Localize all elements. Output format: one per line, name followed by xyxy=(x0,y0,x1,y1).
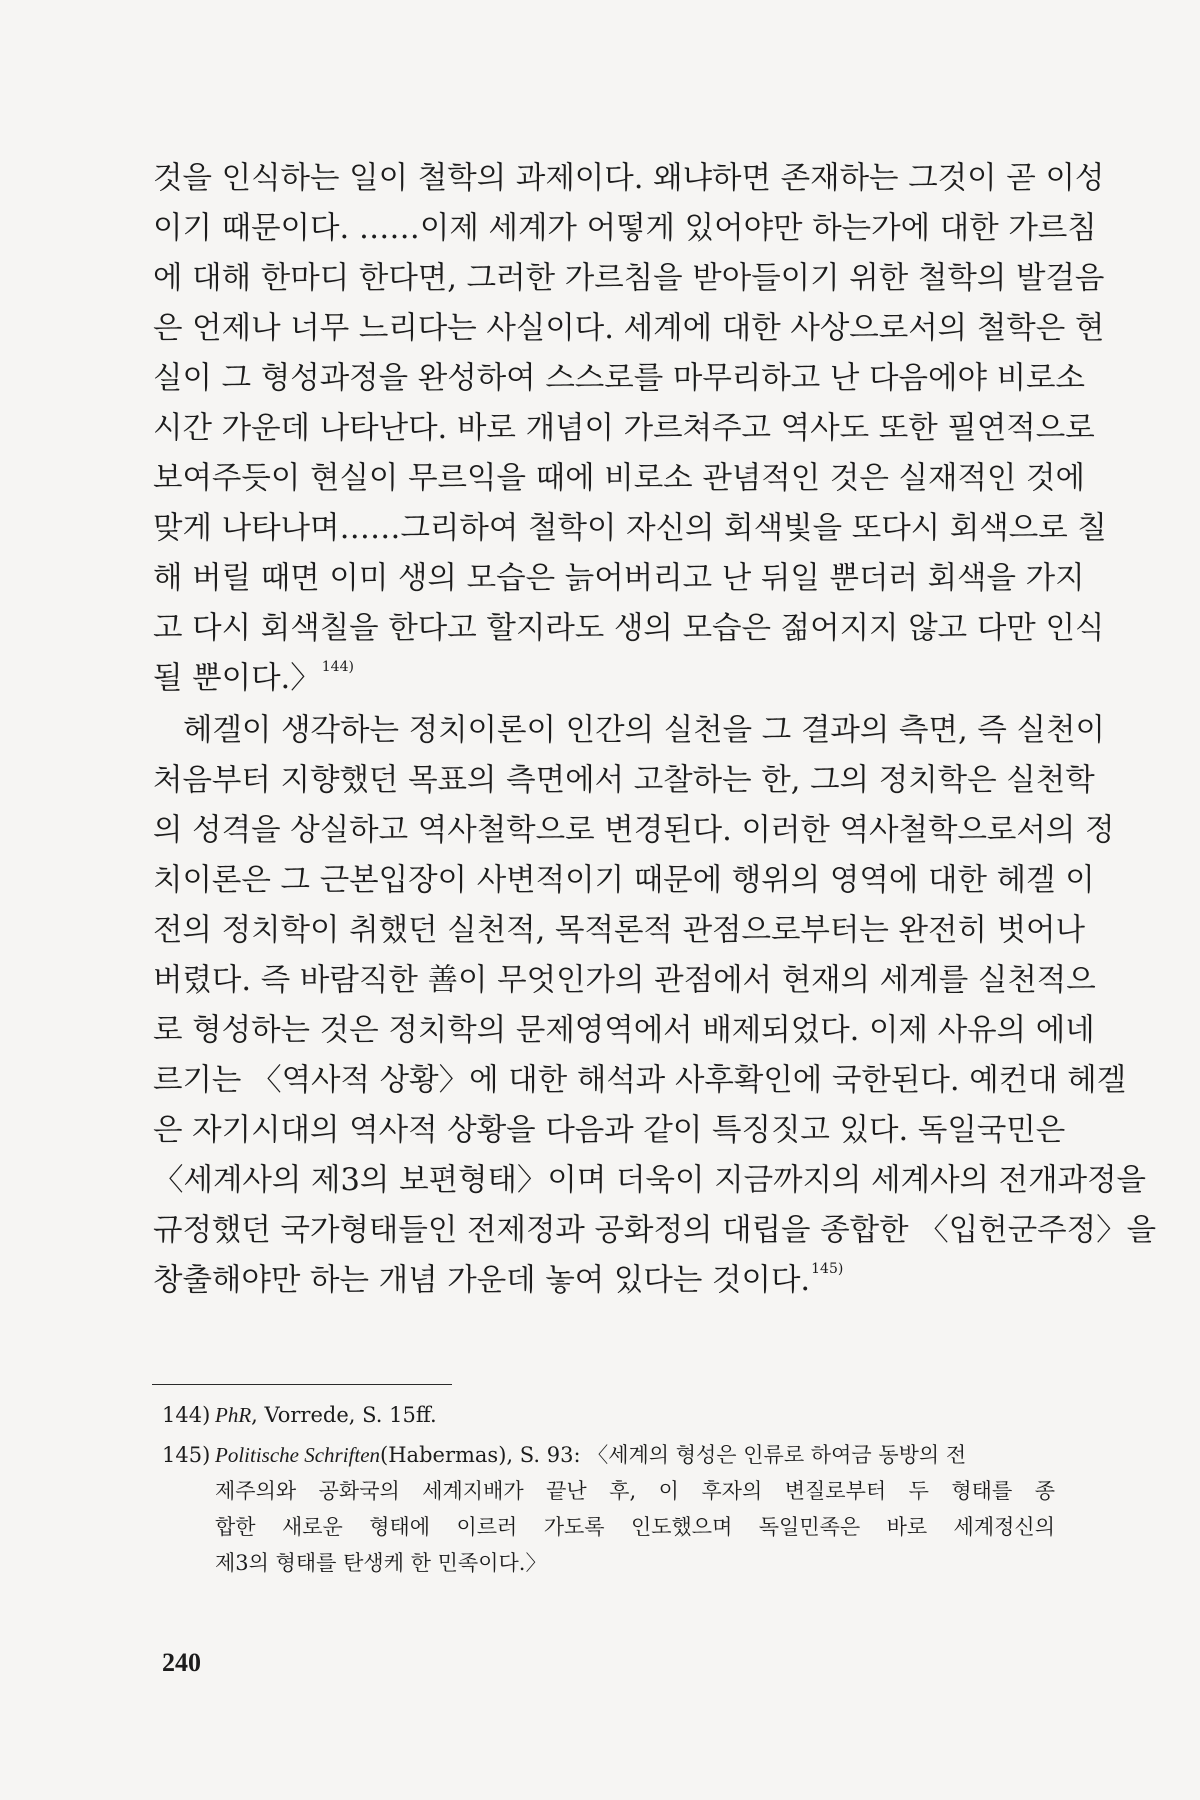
paragraph-main xyxy=(153,706,1157,1306)
text-line: 전의 정치학이 취했던 실천적, 목적론적 관점으로부터는 완전히 벗어나 xyxy=(153,913,1085,948)
text-line: 르기는 〈역사적 상황〉에 대한 해석과 사후확인에 국한된다. 예컨대 헤겔 xyxy=(153,1063,1127,1098)
text-line: 시간 가운데 나타난다. 바로 개념이 가르쳐주고 역사도 또한 필연적으로 xyxy=(153,411,1095,446)
footnote-144 xyxy=(162,1397,1055,1433)
text-line: 치이론은 그 근본입장이 사변적이기 때문에 행위의 영역에 대한 헤겔 이 xyxy=(153,863,1095,898)
text-line: 의 성격을 상실하고 역사철학으로 변경된다. 이러한 역사철학으로서의 정 xyxy=(153,813,1115,848)
text-line: 고 다시 회색칠을 한다고 할지라도 생의 모습은 젊어지지 않고 다만 인식 xyxy=(153,611,1105,646)
footnote-145 xyxy=(162,1437,1055,1581)
footnote-number: 145) xyxy=(162,1443,211,1467)
text-line-end: 될 뿐이다.〉 xyxy=(153,661,321,696)
text-line: 로 형성하는 것은 정치학의 문제영역에서 배제되었다. 이제 사유의 에네 xyxy=(153,1013,1095,1048)
text-line: 은 언제나 너무 느리다는 사실이다. 세계에 대한 사상으로서의 철학은 현 xyxy=(153,311,1105,346)
footnote-line: 합한 새로운 형태에 이르러 가도록 인도했으며 독일민족은 바로 세계정신의 xyxy=(215,1515,1055,1539)
text-line-end: 창출해야만 하는 개념 가운데 놓여 있다는 것이다. xyxy=(153,1263,811,1298)
text-line: 규정했던 국가형태들인 전제정과 공화정의 대립을 종합한 〈입헌군주정〉을 xyxy=(153,1213,1157,1248)
footnote-number: 144) xyxy=(162,1403,211,1427)
text-line: 맞게 나타나며……그리하여 철학이 자신의 회색빛을 또다시 회색으로 칠 xyxy=(153,511,1107,546)
footnote-text: , Vorrede, S. 15ff. xyxy=(251,1403,437,1427)
footnote-ref-144[interactable]: 144) xyxy=(321,659,354,675)
text-line: 실이 그 형성과정을 완성하여 스스로를 마무리하고 난 다음에야 비로소 xyxy=(153,361,1085,396)
footnote-line xyxy=(162,1397,1055,1433)
text-line: 버렸다. 즉 바람직한 善이 무엇인가의 관점에서 현재의 세계를 실천적으 xyxy=(153,963,1096,998)
text-line: 헤겔이 생각하는 정치이론이 인간의 실천을 그 결과의 측면, 즉 실천이 xyxy=(183,713,1105,748)
footnote-line: 제주의와 공화국의 세계지배가 끝난 후, 이 후자의 변질로부터 두 형태를 종 xyxy=(215,1479,1055,1503)
text-line: 이기 때문이다. ……이제 세계가 어떻게 있어야만 하는가에 대한 가르침 xyxy=(153,211,1097,246)
footnote-text: (Habermas), S. 93: 〈세계의 형성은 인류로 하여금 동방의 전 xyxy=(380,1443,967,1467)
text-line: 에 대해 한마디 한다면, 그러한 가르침을 받아들이기 위한 철학의 발걸음 xyxy=(153,261,1105,296)
page-number: 240 xyxy=(162,1648,201,1677)
text-line: 해 버릴 때면 이미 생의 모습은 늙어버리고 난 뒤일 뿐더러 회색을 가지 xyxy=(153,561,1085,596)
text-line: 은 자기시대의 역사적 상황을 다음과 같이 특징짓고 있다. 독일국민은 xyxy=(153,1113,1066,1148)
text-line: 〈세계사의 제3의 보편형태〉이며 더욱이 지금까지의 세계사의 전개과정을 xyxy=(153,1163,1147,1198)
text-line-last xyxy=(153,654,1053,704)
text-line: 것을 인식하는 일이 철학의 과제이다. 왜냐하면 존재하는 그것이 곧 이성 xyxy=(153,161,1105,196)
text-line: 보여주듯이 현실이 무르익을 때에 비로소 관념적인 것은 실재적인 것에 xyxy=(153,461,1085,496)
paragraph-quote xyxy=(153,154,1107,704)
footnote-line xyxy=(162,1437,1055,1473)
footnote-line: 제3의 형태를 탄생케 한 민족이다.〉 xyxy=(215,1551,547,1575)
text-line: 처음부터 지향했던 목표의 측면에서 고찰하는 한, 그의 정치학은 실천학 xyxy=(153,763,1095,798)
text-line-last xyxy=(153,1256,1053,1306)
footnote-ref-145[interactable]: 145) xyxy=(811,1261,844,1277)
footnote-title-italic: PhR xyxy=(215,1403,252,1427)
footnote-divider xyxy=(152,1384,452,1385)
footnote-title-italic: Politische Schriften xyxy=(215,1443,381,1467)
